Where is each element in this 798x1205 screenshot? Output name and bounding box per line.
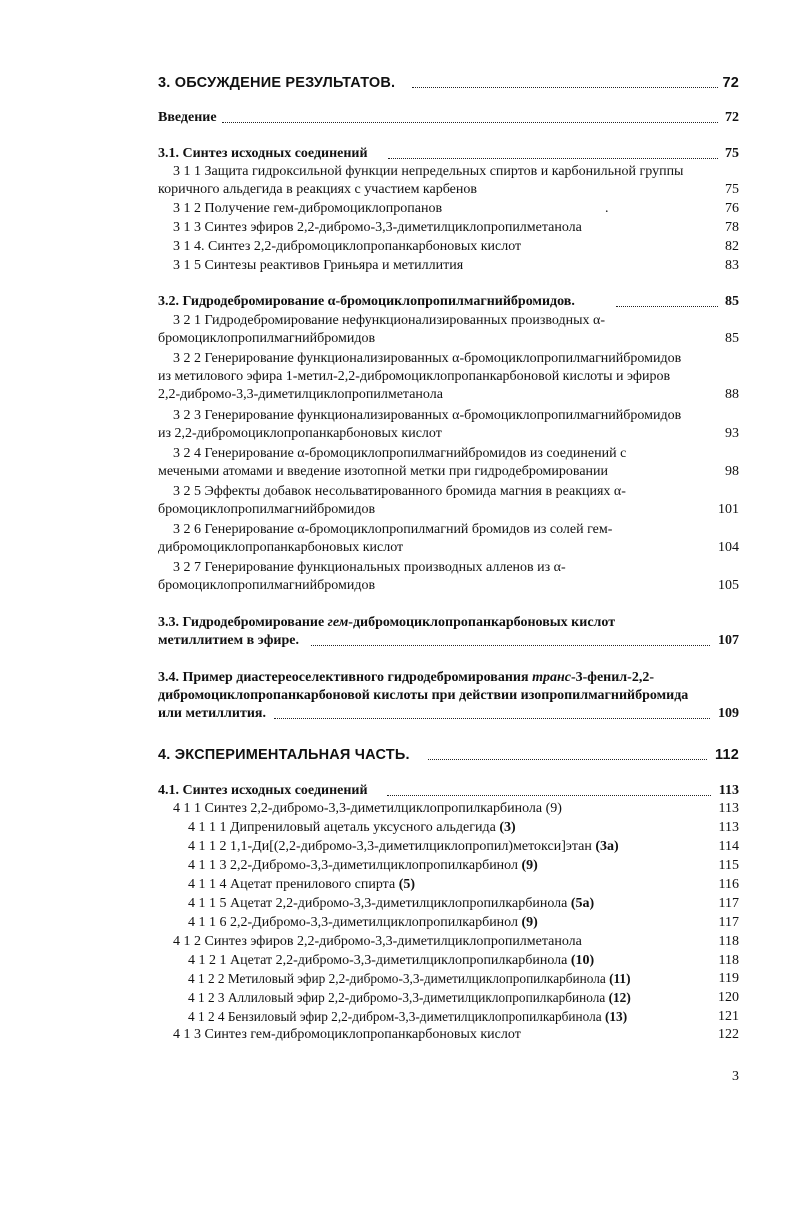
chapter-3-title: 3. ОБСУЖДЕНИЕ РЕЗУЛЬТАТОВ. (158, 75, 396, 91)
entry-3-2-2-line3: 2,2-дибромо-3,3-диметилциклопропилметанола (158, 387, 443, 402)
entry-4-1-2-4-page: 121 (718, 1009, 739, 1024)
chapter-4-page: 112 (715, 747, 739, 763)
section-3-4-page: 109 (718, 706, 739, 721)
section-4-1-page: 113 (718, 783, 739, 798)
section-4-1-title: 4.1. Синтез исходных соединений (158, 783, 368, 798)
entry-4-1-2: 4 1 2 Синтез эфиров 2,2-дибромо-3,3-диметилциклопропилметанола (173, 934, 582, 949)
entry-4-1-2-3-page: 120 (718, 990, 739, 1005)
section-3-2-title: 3.2. Гидродебромирование α-бромоциклопропилмагнийбромидов. (158, 294, 575, 309)
entry-3-1-3: 3 1 3 Синтез эфиров 2,2-дибромо-3,3-диметилциклопропилметанола (173, 220, 582, 235)
entry-3-1-1-line1: 3 1 1 Защита гидроксильной функции непредельных спиртов и карбонильной группы (173, 164, 684, 179)
entry-3-2-2-line1: 3 2 2 Генерирование функционализированных α-бромоциклопропилмагнийбромидов (173, 351, 682, 366)
entry-3-2-4-line1: 3 2 4 Генерирование α-бромоциклопропилмагнийбромидов из соединений с (173, 446, 627, 461)
dot-leader (387, 795, 711, 796)
entry-3-2-4-line2: мечеными атомами и введение изотопной метки при гидродебромировании (158, 464, 609, 479)
entry-3-1-4: 3 1 4. Синтез 2,2-дибромоциклопропанкарбоновых кислот (173, 239, 522, 254)
entry-3-2-3-page: 93 (725, 426, 739, 441)
entry-4-1-3: 4 1 3 Синтез гем-дибромоциклопропанкарбоновых кислот (173, 1027, 521, 1042)
entry-3-1-5-page: 83 (725, 258, 739, 273)
dot-leader (274, 718, 710, 719)
entry-4-1-1-5: 4 1 1 5 Ацетат 2,2-дибромо-3,3-диметилциклопропилкарбинола (5а) (188, 896, 595, 911)
entry-4-1-1-4-page: 116 (718, 877, 739, 892)
entry-4-1-1-3: 4 1 1 3 2,2-Дибромо-3,3-диметилциклопропилкарбинол (9) (188, 858, 538, 873)
entry-3-2-6-line2: дибромоциклопропанкарбоновых кислот (158, 540, 404, 555)
entry-3-2-1-line1: 3 2 1 Гидродебромирование нефункционализированных производных α- (173, 313, 606, 328)
section-3-1-page: 75 (725, 146, 739, 161)
entry-3-2-1-line2: бромоциклопропилмагнийбромидов (158, 331, 376, 346)
section-3-4-line1: 3.4. Пример диастереоселективного гидродебромирования транс-3-фенил-2,2- (158, 670, 654, 685)
entry-3-2-6-line1: 3 2 6 Генерирование α-бромоциклопропилмагний бромидов из солей гем- (173, 522, 613, 537)
entry-4-1-1-6: 4 1 1 6 2,2-Дибромо-3,3-диметилциклопропилкарбинол (9) (188, 915, 538, 930)
entry-4-1-2-4: 4 1 2 4 Бензиловый эфир 2,2-дибром-3,3-диметилциклопропилкарбинола (13) (188, 1009, 628, 1024)
entry-3-2-6-page: 104 (718, 540, 739, 555)
entry-4-1-1-1-page: 113 (718, 820, 739, 835)
entry-4-1-2-2: 4 1 2 2 Метиловый эфир 2,2-дибромо-3,3-диметилциклопропилкарбинола (11) (188, 971, 631, 986)
entry-4-1-1-1: 4 1 1 1 Дипрениловый ацеталь уксусного альдегида (3) (188, 820, 516, 835)
intro-page: 72 (725, 110, 739, 125)
section-3-4-line2: дибромоциклопропанкарбоновой кислоты при действии изопропилмагнийбромида (158, 688, 689, 703)
entry-4-1-1-2: 4 1 1 2 1,1-Ди[(2,2-дибромо-3,3-диметилциклопропил)метокси]этан (3а) (188, 839, 619, 854)
entry-4-1-1-3-page: 115 (718, 858, 739, 873)
section-3-4-line3: или метиллития. (158, 706, 266, 721)
entry-3-1-1-line2: коричного альдегида в реакциях с участием карбенов (158, 182, 477, 197)
entry-3-2-5-page: 101 (718, 502, 739, 517)
dot-leader (222, 122, 718, 123)
entry-4-1-2-2-page: 119 (718, 971, 739, 986)
entry-4-1-2-3: 4 1 2 3 Аллиловый эфир 2,2-дибромо-3,3-диметилциклопропилкарбинола (12) (188, 990, 631, 1005)
entry-3-2-5-line2: бромоциклопропилмагнийбромидов (158, 502, 376, 517)
entry-3-2-1-page: 85 (725, 331, 739, 346)
section-3-3-line1: 3.3. Гидродебромирование гем-дибромоциклопропанкарбоновых кислот (158, 615, 616, 630)
dot-leader (428, 759, 707, 760)
chapter-3-page: 72 (722, 75, 739, 91)
dot-leader (412, 87, 718, 88)
entry-3-2-2-line2: из метилового эфира 1-метил-2,2-дибромоциклопропанкарбоновой кислоты и эфиров (158, 369, 671, 384)
entry-3-1-2-page: 76 (725, 201, 739, 216)
entry-3-1-3-page: 78 (725, 220, 739, 235)
section-3-1-title: 3.1. Синтез исходных соединений (158, 146, 368, 161)
intro-title: Введение (158, 110, 217, 125)
section-3-2-page: 85 (725, 294, 739, 309)
entry-3-2-7-page: 105 (718, 578, 739, 593)
section-3-3-page: 107 (718, 633, 739, 648)
section-3-3-line2: метиллитием в эфире. (158, 633, 299, 648)
entry-4-1-1-6-page: 117 (718, 915, 739, 930)
entry-3-2-3-line1: 3 2 3 Генерирование функционализированных α-бромоциклопропилмагнийбромидов (173, 408, 682, 423)
entry-3-1-1-page: 75 (725, 182, 739, 197)
entry-4-1-1-5-page: 117 (718, 896, 739, 911)
chapter-4-title: 4. ЭКСПЕРИМЕНТАЛЬНАЯ ЧАСТЬ. (158, 747, 410, 763)
dot-leader (616, 306, 718, 307)
entry-4-1-2-1-page: 118 (718, 953, 739, 968)
stray-mark: . (605, 201, 609, 216)
page-number: 3 (732, 1069, 739, 1084)
dot-leader (311, 645, 710, 646)
entry-4-1-2-1: 4 1 2 1 Ацетат 2,2-дибромо-3,3-диметилциклопропилкарбинола (10) (188, 953, 595, 968)
entry-3-2-5-line1: 3 2 5 Эффекты добавок несольватированного бромида магния в реакциях α- (173, 484, 626, 499)
entry-4-1-3-page: 122 (718, 1027, 739, 1042)
entry-3-1-4-page: 82 (725, 239, 739, 254)
entry-3-2-3-line2: из 2,2-дибромоциклопропанкарбоновых кислот (158, 426, 442, 441)
entry-3-2-2-page: 88 (725, 387, 739, 402)
entry-4-1-1-4: 4 1 1 4 Ацетат пренилового спирта (5) (188, 877, 416, 892)
entry-4-1-1-2-page: 114 (718, 839, 739, 854)
entry-3-2-4-page: 98 (725, 464, 739, 479)
entry-3-1-2: 3 1 2 Получение гем-дибромоциклопропанов (173, 201, 443, 216)
dot-leader (388, 158, 718, 159)
entry-4-1-1: 4 1 1 Синтез 2,2-дибромо-3,3-диметилциклопропилкарбинола (9) (173, 801, 562, 816)
entry-3-2-7-line2: бромоциклопропилмагнийбромидов (158, 578, 376, 593)
entry-4-1-1-page: 113 (718, 801, 739, 816)
entry-3-2-7-line1: 3 2 7 Генерирование функциональных производных алленов из α- (173, 560, 566, 575)
entry-3-1-5: 3 1 5 Синтезы реактивов Гриньяра и метиллития (173, 258, 464, 273)
entry-4-1-2-page: 118 (718, 934, 739, 949)
